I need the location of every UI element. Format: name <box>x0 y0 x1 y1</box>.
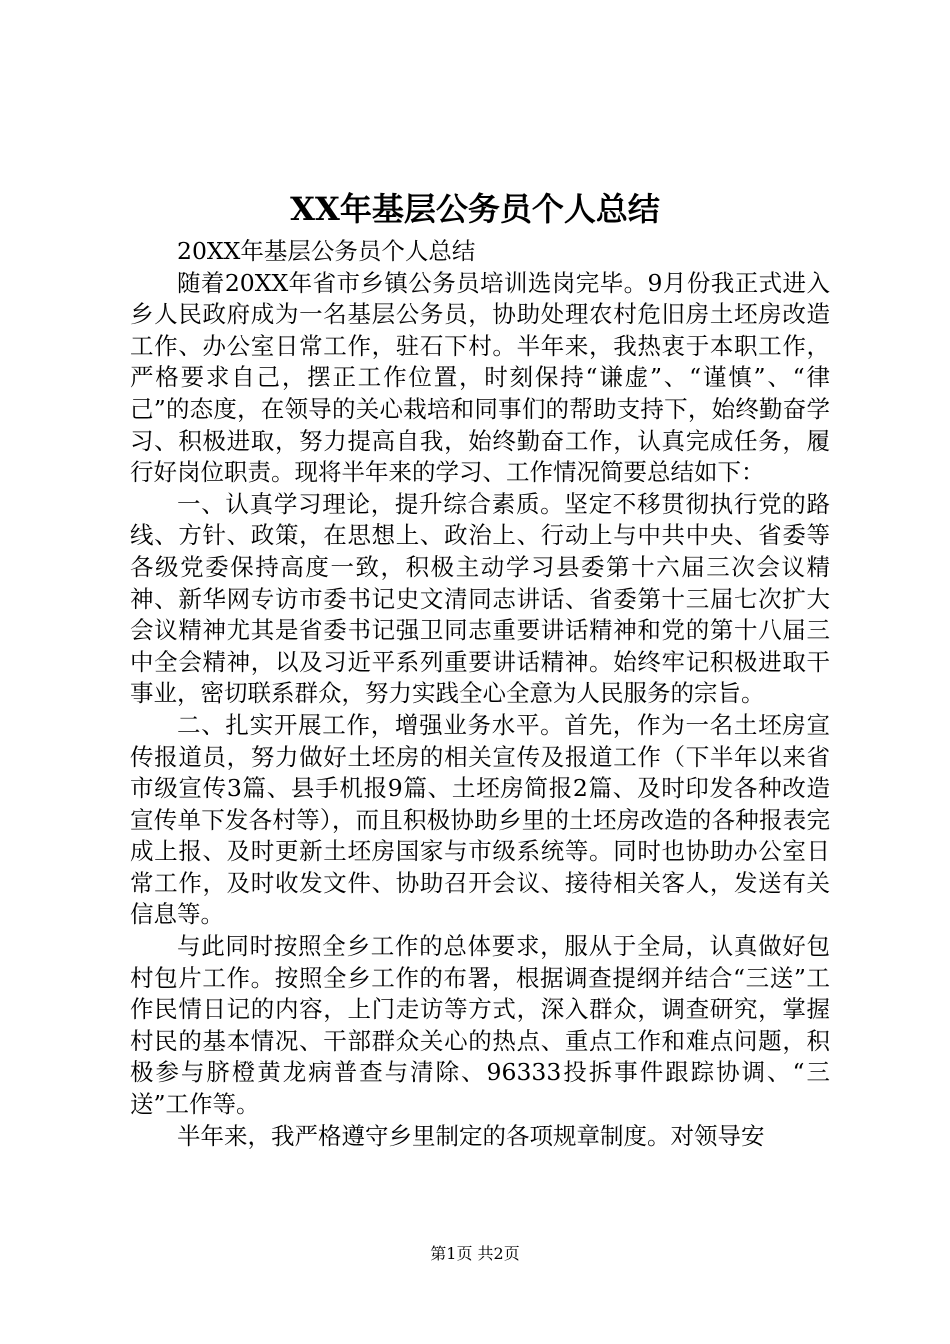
page-footer: 第1页 共2页 <box>430 1244 520 1263</box>
paragraph-rules: 半年来，我严格遵守乡里制定的各项规章制度。对领导安 <box>177 1121 765 1150</box>
paragraph-village-work: 与此同时按照全乡工作的总体要求，服从于全局，认真做好包村包片工作。按照全乡工作的布署，根据调查提纲并结合“三送”工作民情日记的内容，上门走访等方式，深入群众，调查研究，掌握村民的基本情况、干部群众关心的热点、重点工作和难点问题，积极参与脐橙黄龙病普查与清除、96333投拆事件跟踪协调、“三送”工作等。 <box>130 932 830 1119</box>
document-body <box>130 236 830 1152</box>
paragraph-intro: 随着20XX年省市乡镇公务员培训选岗完毕。9月份我正式进入乡人民政府成为一名基层公务员，协助处理农村危旧房土坯房改造工作、办公室日常工作，驻石下村。半年来，我热衷于本职工作，严格要求自己，摆正工作位置，时刻保持“谦虚”、“谨慎”、“律己”的态度，在领导的关心栽培和同事们的帮助支持下，始终勤奋学习、积极进取，努力提高自我，始终勤奋工作，认真完成任务，履行好岗位职责。现将半年来的学习、工作情况简要总结如下： <box>130 268 830 487</box>
paragraph-section-2: 二、扎实开展工作，增强业务水平。首先，作为一名土坯房宣传报道员，努力做好土坯房的相关宣传及报道工作（下半年以来省市级宣传3篇、县手机报9篇、土坯房简报2篇、及时印发各种改造宣传单下发各村等），而且积极协助乡里的土坯房改造的各种报表完成上报、及时更新土坯房国家与市级系统等。同时也协助办公室日常工作，及时收发文件、协助召开会议、接待相关客人，发送有关信息等。 <box>130 710 830 929</box>
paragraph-section-1: 一、认真学习理论，提升综合素质。坚定不移贯彻执行党的路线、方针、政策，在思想上、政治上、行动上与中共中央、省委等各级党委保持高度一致，积极主动学习县委第十六届三次会议精神、新华网专访市委书记史文清同志讲话、省委第十三届七次扩大会议精神尤其是省委书记强卫同志重要讲话精神和党的第十八届三中全会精神，以及习近平系列重要讲话精神。始终牢记积极进取干事业，密切联系群众，努力实践全心全意为人民服务的宗旨。 <box>130 489 830 708</box>
paragraph-subtitle: 20XX年基层公务员个人总结 <box>177 237 476 265</box>
document-title: XX年基层公务员个人总结 <box>290 190 660 228</box>
